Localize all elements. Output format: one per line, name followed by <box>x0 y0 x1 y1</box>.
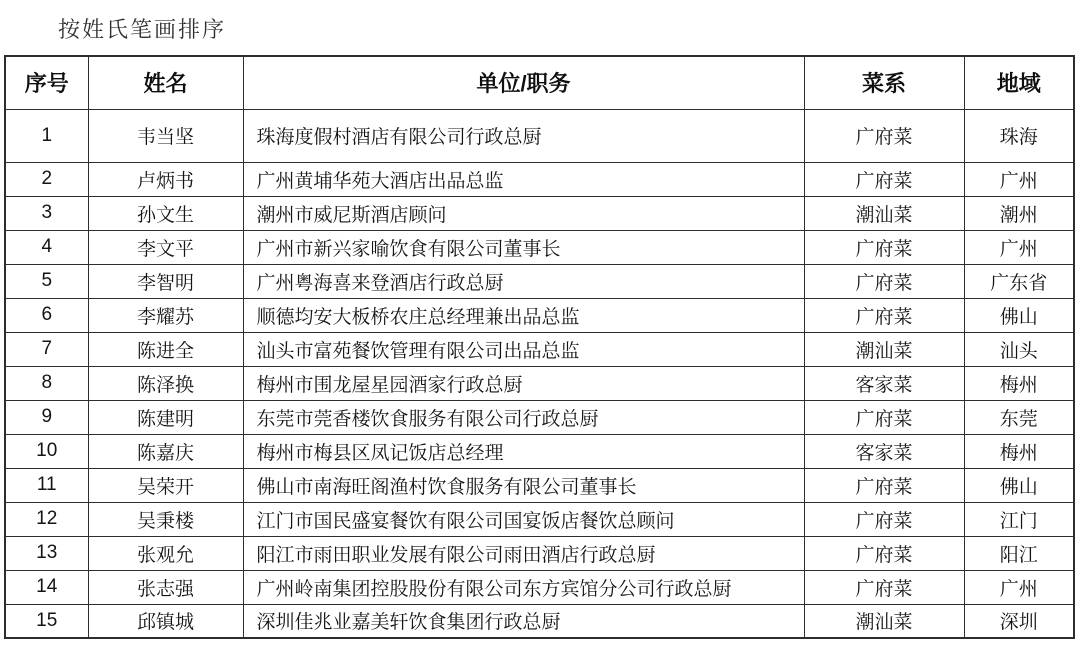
cell-name: 吴荣开 <box>88 468 243 502</box>
cell-cuisine: 广府菜 <box>804 230 964 264</box>
cell-no: 1 <box>5 109 88 162</box>
cell-no: 13 <box>5 536 88 570</box>
cell-name: 张观允 <box>88 536 243 570</box>
table-row <box>5 264 1074 298</box>
cell-unit: 广州粤海喜来登酒店行政总厨 <box>243 264 804 298</box>
cell-region: 汕头 <box>964 332 1074 366</box>
cell-no: 15 <box>5 604 88 638</box>
cell-no: 2 <box>5 162 88 196</box>
cell-name: 邱镇城 <box>88 604 243 638</box>
cell-unit: 阳江市雨田职业发展有限公司雨田酒店行政总厨 <box>243 536 804 570</box>
cell-name: 陈嘉庆 <box>88 434 243 468</box>
table-row <box>5 298 1074 332</box>
table-row <box>5 400 1074 434</box>
cell-unit: 佛山市南海旺阁渔村饮食服务有限公司董事长 <box>243 468 804 502</box>
cell-region: 梅州 <box>964 366 1074 400</box>
column-header-name: 姓名 <box>88 56 243 109</box>
cell-no: 3 <box>5 196 88 230</box>
table-body <box>5 109 1074 638</box>
cell-unit: 梅州市围龙屋星园酒家行政总厨 <box>243 366 804 400</box>
cell-unit: 顺德均安大板桥农庄总经理兼出品总监 <box>243 298 804 332</box>
cell-no: 8 <box>5 366 88 400</box>
table-row <box>5 196 1074 230</box>
cell-name: 孙文生 <box>88 196 243 230</box>
table-row <box>5 162 1074 196</box>
cell-region: 东莞 <box>964 400 1074 434</box>
cell-region: 阳江 <box>964 536 1074 570</box>
cell-unit: 潮州市威尼斯酒店顾问 <box>243 196 804 230</box>
cell-cuisine: 广府菜 <box>804 162 964 196</box>
cell-cuisine: 广府菜 <box>804 570 964 604</box>
cell-cuisine: 广府菜 <box>804 468 964 502</box>
cell-no: 11 <box>5 468 88 502</box>
cell-cuisine: 潮汕菜 <box>804 196 964 230</box>
cell-region: 珠海 <box>964 109 1074 162</box>
cell-region: 梅州 <box>964 434 1074 468</box>
cell-cuisine: 广府菜 <box>804 536 964 570</box>
cell-unit: 江门市国民盛宴餐饮有限公司国宴饭店餐饮总顾问 <box>243 502 804 536</box>
table-row <box>5 536 1074 570</box>
table-row <box>5 570 1074 604</box>
cell-unit: 广州市新兴家喻饮食有限公司董事长 <box>243 230 804 264</box>
cell-region: 广州 <box>964 162 1074 196</box>
cell-name: 张志强 <box>88 570 243 604</box>
cell-region: 潮州 <box>964 196 1074 230</box>
cell-unit: 梅州市梅县区凤记饭店总经理 <box>243 434 804 468</box>
cell-no: 6 <box>5 298 88 332</box>
cell-region: 佛山 <box>964 298 1074 332</box>
cell-unit: 广州岭南集团控股股份有限公司东方宾馆分公司行政总厨 <box>243 570 804 604</box>
column-header-region: 地域 <box>964 56 1074 109</box>
table-row <box>5 604 1074 638</box>
cell-region: 广东省 <box>964 264 1074 298</box>
cell-unit: 珠海度假村酒店有限公司行政总厨 <box>243 109 804 162</box>
column-header-cuisine: 菜系 <box>804 56 964 109</box>
cell-name: 吴秉楼 <box>88 502 243 536</box>
cell-region: 佛山 <box>964 468 1074 502</box>
table-header <box>5 56 1074 109</box>
cell-cuisine: 广府菜 <box>804 298 964 332</box>
cell-name: 韦当坚 <box>88 109 243 162</box>
cell-no: 9 <box>5 400 88 434</box>
cell-name: 李智明 <box>88 264 243 298</box>
cell-unit: 广州黄埔华苑大酒店出品总监 <box>243 162 804 196</box>
cell-region: 广州 <box>964 230 1074 264</box>
cell-cuisine: 广府菜 <box>804 264 964 298</box>
table-row <box>5 230 1074 264</box>
cell-name: 李文平 <box>88 230 243 264</box>
cell-cuisine: 客家菜 <box>804 366 964 400</box>
table-row <box>5 434 1074 468</box>
cell-cuisine: 客家菜 <box>804 434 964 468</box>
cell-no: 14 <box>5 570 88 604</box>
table-row <box>5 332 1074 366</box>
cell-cuisine: 广府菜 <box>804 400 964 434</box>
table-row <box>5 468 1074 502</box>
cell-name: 陈建明 <box>88 400 243 434</box>
table-row <box>5 109 1074 162</box>
cell-region: 江门 <box>964 502 1074 536</box>
cell-cuisine: 广府菜 <box>804 502 964 536</box>
cell-unit: 东莞市莞香楼饮食服务有限公司行政总厨 <box>243 400 804 434</box>
cell-no: 7 <box>5 332 88 366</box>
cell-no: 10 <box>5 434 88 468</box>
cell-region: 深圳 <box>964 604 1074 638</box>
table-row <box>5 366 1074 400</box>
cell-unit: 深圳佳兆业嘉美轩饮食集团行政总厨 <box>243 604 804 638</box>
cell-cuisine: 潮汕菜 <box>804 604 964 638</box>
header-row <box>5 56 1074 109</box>
table-row <box>5 502 1074 536</box>
cell-no: 4 <box>5 230 88 264</box>
cell-region: 广州 <box>964 570 1074 604</box>
cell-name: 李耀苏 <box>88 298 243 332</box>
cell-cuisine: 广府菜 <box>804 109 964 162</box>
column-header-no: 序号 <box>5 56 88 109</box>
cell-no: 5 <box>5 264 88 298</box>
cell-name: 卢炳书 <box>88 162 243 196</box>
cell-unit: 汕头市富苑餐饮管理有限公司出品总监 <box>243 332 804 366</box>
chef-roster-table <box>4 55 1075 639</box>
cell-no: 12 <box>5 502 88 536</box>
cell-cuisine: 潮汕菜 <box>804 332 964 366</box>
page-title: 按姓氏笔画排序 <box>58 17 227 42</box>
cell-name: 陈泽换 <box>88 366 243 400</box>
column-header-unit: 单位/职务 <box>243 56 804 109</box>
cell-name: 陈进全 <box>88 332 243 366</box>
